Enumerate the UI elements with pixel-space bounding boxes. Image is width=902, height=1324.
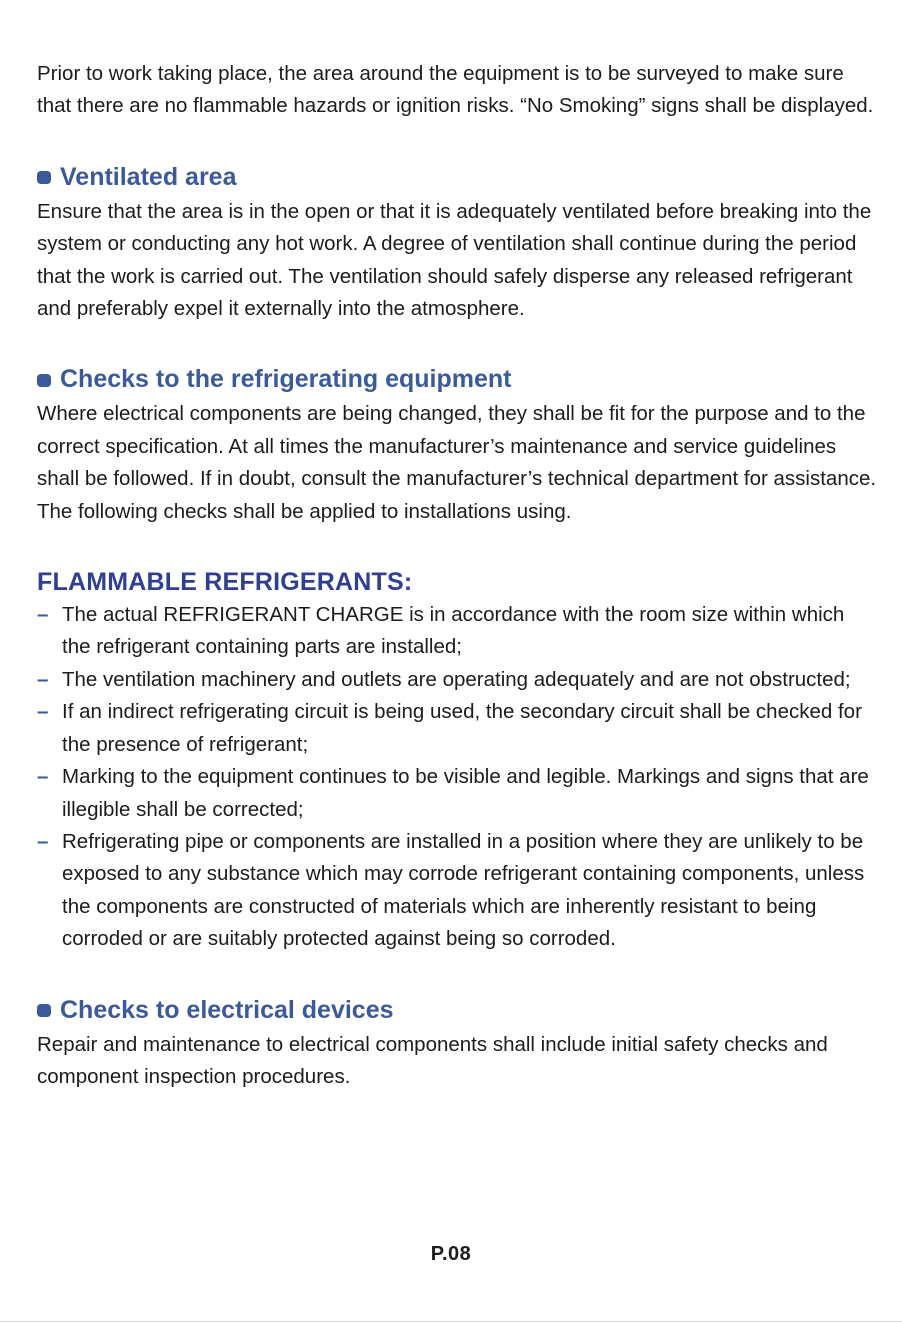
list-item bbox=[37, 761, 877, 826]
list-item-text: If an indirect refrigerating circuit is being used, the secondary circuit shall be checked for the presence of refrigerant; bbox=[62, 700, 862, 756]
ventilated-area-title: Ventilated area bbox=[60, 162, 237, 191]
refrigerating-equipment-heading bbox=[37, 362, 877, 396]
ventilated-area-heading bbox=[37, 160, 877, 194]
dash-icon: – bbox=[37, 603, 49, 627]
intro-paragraph: Prior to work taking place, the area around the equipment is to be surveyed to make sure that there are no flammable hazards or ignition risks. “No Smoking” signs shall be displayed. bbox=[37, 62, 874, 118]
dash-icon: – bbox=[37, 667, 49, 691]
list-item-text: The actual REFRIGERANT CHARGE is in accordance with the room size within which the refrigerant containing parts are installed; bbox=[62, 603, 845, 659]
ventilated-area-body: Ensure that the area is in the open or that it is adequately ventilated before breaking into the system or conducting any hot work. A degree of ventilation shall continue during the period that the work is carried out. The ventilation should safely disperse any released refrigerant and preferably expel it externally into the atmosphere. bbox=[37, 199, 872, 321]
bottom-divider bbox=[0, 1321, 902, 1322]
manual-page bbox=[37, 58, 877, 1093]
flammable-checks-list bbox=[37, 599, 877, 955]
refrigerating-equipment-section bbox=[37, 362, 877, 528]
electrical-devices-body: Repair and maintenance to electrical components shall include initial safety checks and component inspection procedures. bbox=[37, 1032, 828, 1088]
list-item-text: The ventilation machinery and outlets are operating adequately and are not obstructed; bbox=[62, 667, 851, 691]
dash-icon: – bbox=[37, 700, 49, 724]
bullet-icon bbox=[37, 374, 51, 387]
refrigerating-equipment-title: Checks to the refrigerating equipment bbox=[60, 365, 512, 394]
bullet-icon bbox=[37, 171, 51, 184]
list-item bbox=[37, 696, 877, 761]
ventilated-area-section bbox=[37, 160, 877, 326]
dash-icon: – bbox=[37, 765, 49, 789]
list-item bbox=[37, 599, 877, 664]
list-item bbox=[37, 664, 877, 696]
refrigerating-equipment-body: Where electrical components are being changed, they shall be fit for the purpose and to the correct specification. At all times the manufacturer’s maintenance and service guidelines shall be followed. If in doubt, consult the manufacturer’s technical department for assistance. bbox=[37, 402, 877, 491]
bullet-icon bbox=[37, 1004, 51, 1017]
list-item-text: Refrigerating pipe or components are installed in a position where they are unlikely to be exposed to any substance which may corrode refrigerant containing components, unless the components are constructed of materials which are inherently resistant to being corroded or are suitably protected against being so corroded. bbox=[62, 829, 865, 951]
list-item-text: Marking to the equipment continues to be visible and legible. Markings and signs that are illegible shall be corrected; bbox=[62, 765, 869, 821]
electrical-devices-heading bbox=[37, 993, 877, 1027]
page-number: P.08 bbox=[430, 1243, 472, 1265]
electrical-devices-title: Checks to electrical devices bbox=[60, 995, 394, 1024]
dash-icon: – bbox=[37, 829, 49, 853]
electrical-devices-section bbox=[37, 993, 877, 1094]
flammable-refrigerants-heading: FLAMMABLE REFRIGERANTS: bbox=[37, 568, 413, 597]
flammable-refrigerants-block bbox=[37, 565, 877, 955]
list-item bbox=[37, 826, 877, 956]
refrigerating-equipment-followup: The following checks shall be applied to installations using. bbox=[37, 499, 572, 523]
